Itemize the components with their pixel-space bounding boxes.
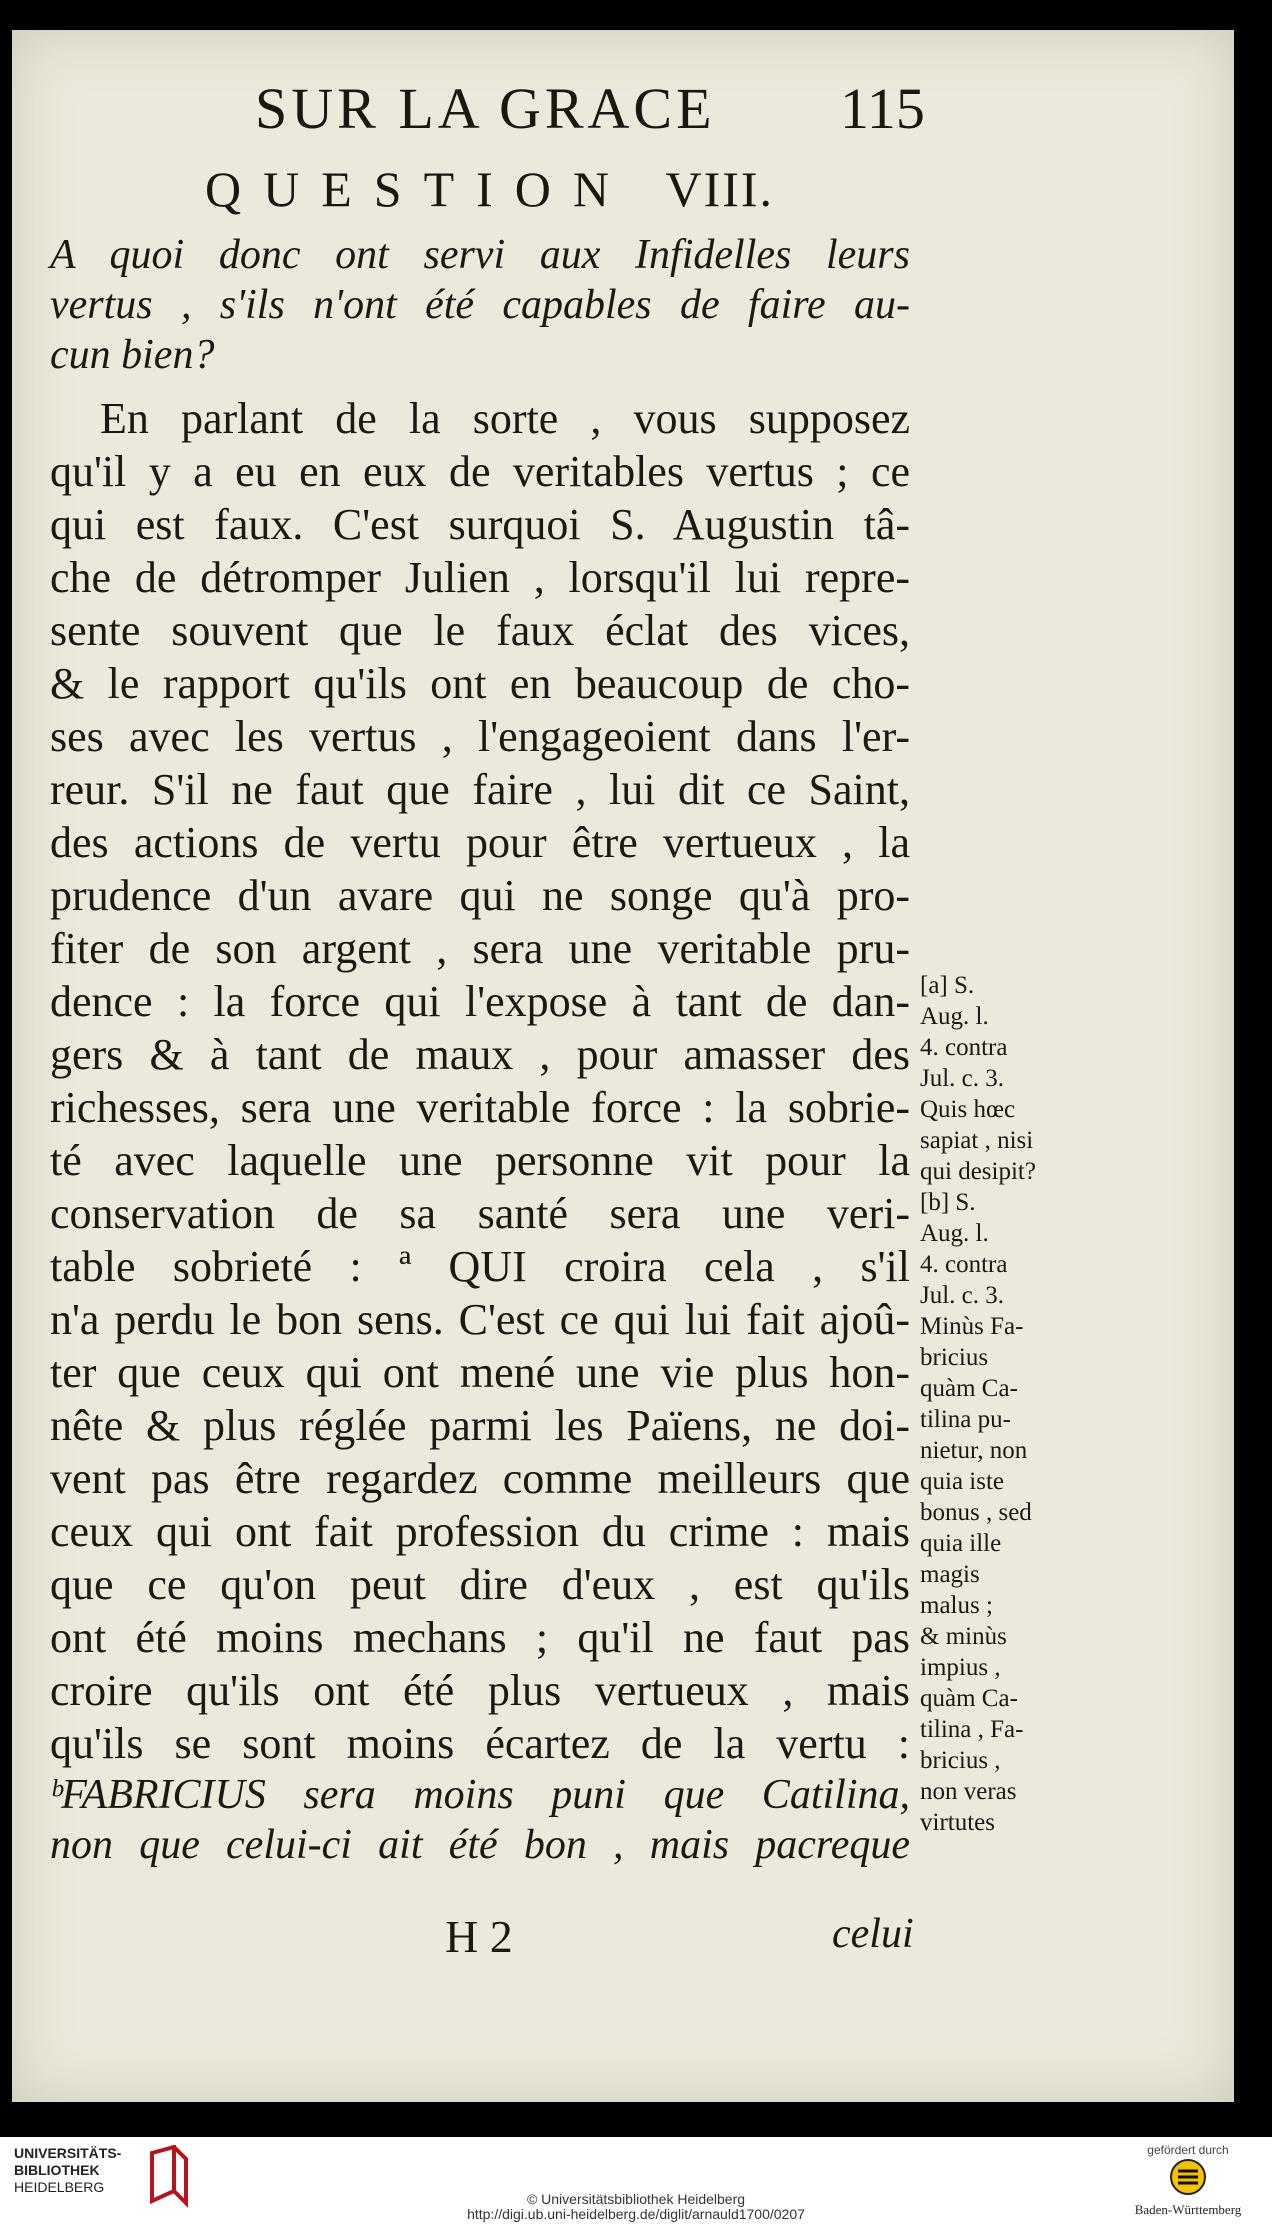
margin-note-line: Jul. c. 3. (920, 1282, 1005, 1309)
page-number: 115 (840, 76, 925, 141)
margin-note-line: tilina , Fa- (920, 1716, 1024, 1743)
margin-note-line: [b] S. (920, 1189, 976, 1216)
body-line: qu'ils se sont moins écartez de la vertu : (50, 1719, 910, 1768)
running-title: SUR LA GRACE (255, 76, 716, 141)
body-line: prudence d'un avare qui ne songe qu'à pro- (50, 871, 910, 920)
margin-note-line: 4. contra (920, 1251, 1008, 1278)
body-line: ᵇFABRICIUS sera moins puni que Catilina, (50, 1772, 910, 1818)
margin-note-line: non veras (920, 1778, 1017, 1805)
permalink[interactable]: http://digi.ub.uni-heidelberg.de/diglit/arnauld1700/0207 (467, 2206, 805, 2222)
body-line: reur. S'il ne faut que faire , lui dit ce Saint, (50, 765, 910, 814)
body-line: table sobrieté : ª QUI croira cela , s'il (50, 1242, 910, 1291)
body-line: ont été moins mechans ; qu'il ne faut pas (50, 1613, 910, 1662)
margin-note-line: Aug. l. (920, 1003, 989, 1030)
body-line: n'a perdu le bon sens. C'est ce qui lui fait ajoû- (50, 1295, 910, 1344)
body-line: vent pas être regardez comme meilleurs que (50, 1454, 910, 1503)
body-line: qui est faux. C'est surquoi S. Augustin tâ- (50, 500, 910, 549)
funder-block[interactable] (1118, 2143, 1258, 2218)
question-line: A quoi donc ont servi aux Infidelles leurs (50, 232, 910, 278)
body-line: fiter de son argent , sera une veritable pru- (50, 924, 910, 973)
funder-name: Baden-Württemberg (1134, 2202, 1242, 2217)
body-line: conservation de sa santé sera une veri- (50, 1189, 910, 1238)
body-line: ceux qui ont fait profession du crime : mais (50, 1507, 910, 1556)
funded-by-label: gefördert durch (1147, 2143, 1229, 2157)
margin-note-line: 4. contra (920, 1034, 1008, 1061)
question-label: QUESTION (205, 161, 631, 217)
body-line: En parlant de la sorte , vous supposez (100, 394, 910, 443)
library-name-line: UNIVERSITÄTS- (14, 2145, 122, 2161)
margin-note-line: bonus , sed (920, 1499, 1032, 1526)
body-line: qu'il y a eu en eux de veritables vertus ; ce (50, 447, 910, 496)
margin-note-line: bricius , (920, 1747, 1001, 1774)
margin-note-line: qui desipit? (920, 1158, 1036, 1185)
question-text (50, 230, 910, 380)
margin-note-line: quia ille (920, 1530, 1002, 1557)
state-coat-of-arms-icon (1168, 2157, 1208, 2197)
body-line: croire qu'ils ont été plus vertueux , mais (50, 1666, 910, 1715)
body-line: non que celui-ci ait été bon , mais pacreque (50, 1822, 910, 1868)
margin-note-line: quàm Ca- (920, 1375, 1018, 1402)
body-line: richesses, sera une veritable force : la sobrie- (50, 1083, 910, 1132)
signature-mark: H 2 (445, 1911, 513, 1962)
catchword: celui (832, 1911, 914, 1957)
body-line: ter que ceux qui ont mené une vie plus hon- (50, 1348, 910, 1397)
margin-note-line: Minùs Fa- (920, 1313, 1024, 1340)
margin-note-line: & minùs (920, 1623, 1007, 1650)
margin-note-line: bricius (920, 1344, 989, 1371)
body-line: ses avec les vertus , l'engageoient dans l'er- (50, 712, 910, 761)
body-line: té avec laquelle une personne vit pour la (50, 1136, 910, 1185)
margin-note-line: nietur, non (920, 1437, 1028, 1464)
body-line: gers & à tant de maux , pour amasser des (50, 1030, 910, 1079)
body-text (50, 392, 910, 1870)
margin-note-line: Jul. c. 3. (920, 1065, 1005, 1092)
margin-note-line: malus ; (920, 1592, 993, 1619)
body-line: des actions de vertu pour être vertueux , la (50, 818, 910, 867)
question-heading (205, 160, 774, 218)
margin-notes (920, 970, 1070, 1838)
body-line: sente souvent que le faux éclat des vices, (50, 606, 910, 655)
margin-note-line: virtutes (920, 1809, 995, 1836)
margin-note-line: Aug. l. (920, 1220, 989, 1247)
library-name-line: HEIDELBERG (14, 2179, 105, 2195)
margin-note-line: [a] S. (920, 972, 975, 999)
copyright-notice (0, 2192, 1272, 2222)
margin-note-line: impius , (920, 1654, 1001, 1681)
margin-note-line: quàm Ca- (920, 1685, 1018, 1712)
margin-note-line: tilina pu- (920, 1406, 1011, 1433)
question-line: vertus , s'ils n'ont été capables de faire au- (50, 282, 910, 328)
question-number: VIII. (665, 161, 775, 217)
question-line: cun bien? (50, 332, 215, 378)
copyright-text: © Universitätsbibliothek Heidelberg (526, 2191, 746, 2207)
body-line: que ce qu'on peut dire d'eux , est qu'ils (50, 1560, 910, 1609)
body-line: che de détromper Julien , lorsqu'il lui repre- (50, 553, 910, 602)
margin-note-line: sapiat , nisi (920, 1127, 1034, 1154)
margin-note-line: Quis hœc (920, 1096, 1016, 1123)
library-footer-bar (0, 2137, 1272, 2228)
margin-note-line: quia iste (920, 1468, 1005, 1495)
body-line: dence : la force qui l'expose à tant de dan- (50, 977, 910, 1026)
margin-note-line: magis (920, 1561, 980, 1588)
body-line: nête & plus réglée parmi les Païens, ne doi- (50, 1401, 910, 1450)
library-name-line: BIBLIOTHEK (14, 2162, 100, 2178)
body-line: & le rapport qu'ils ont en beaucoup de cho- (50, 659, 910, 708)
